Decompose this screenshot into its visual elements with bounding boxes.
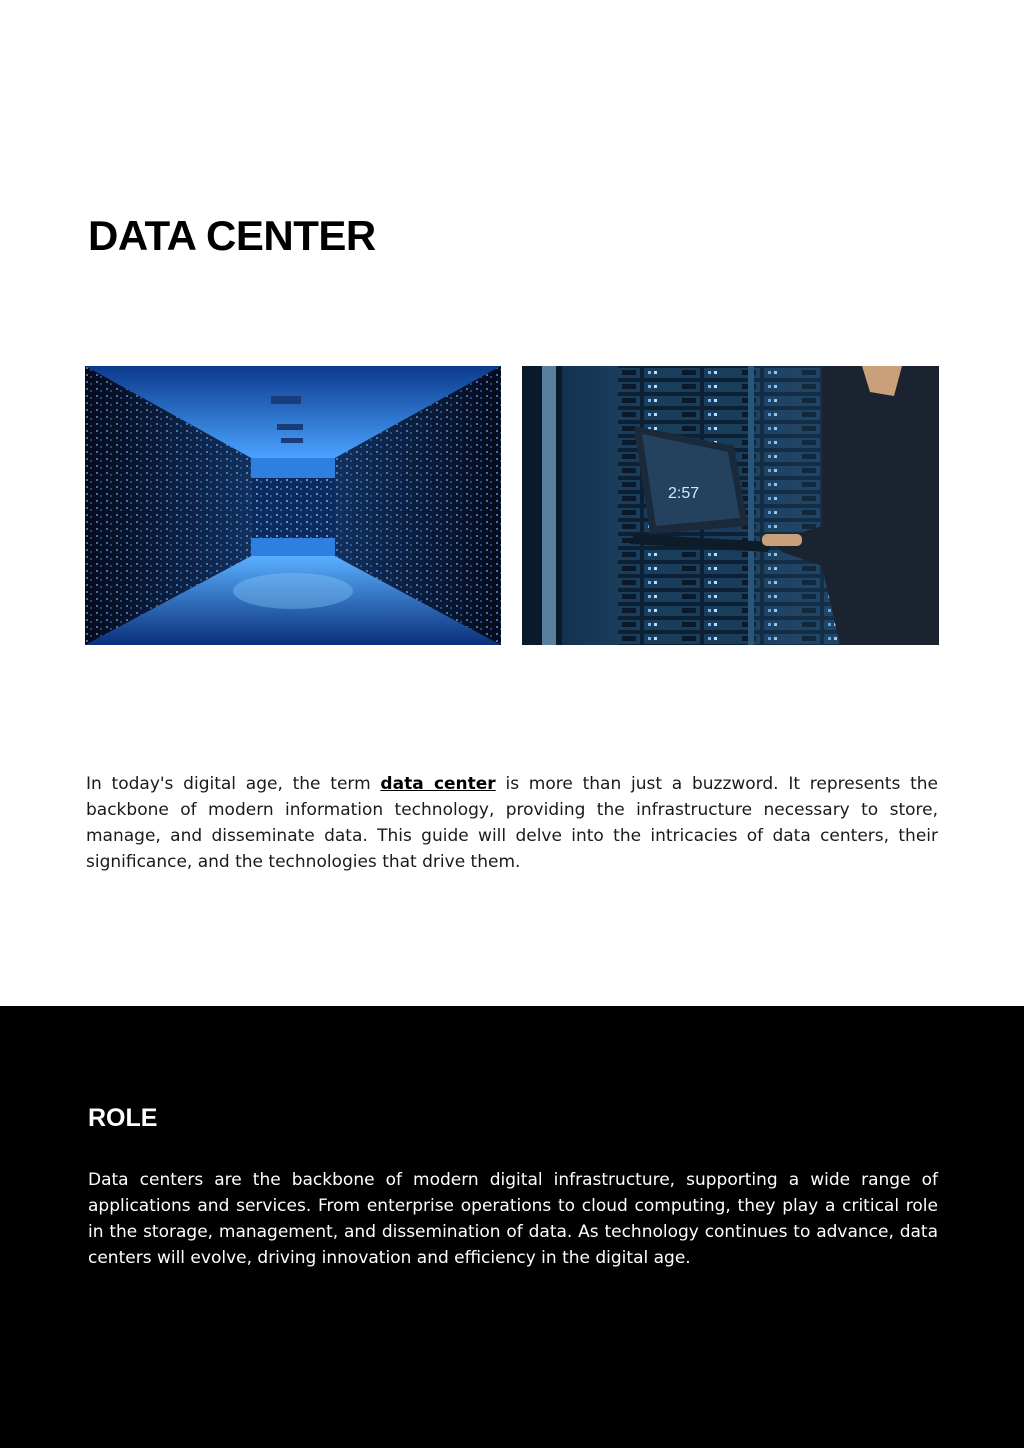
technician-rack-illustration [522, 366, 939, 645]
page-title: DATA CENTER [88, 212, 376, 259]
role-section [0, 1006, 1024, 1448]
role-paragraph: Data centers are the backbone of modern digital infrastructure, supporting a wide range of applications and services. From enterprise operations to cloud computing, they play a critical role in the storage, management, and dissemination of data. As technology continues to advance, data centers will evolve, driving innovation and efficiency in the digital age. [88, 1170, 938, 1268]
role-heading: ROLE [88, 1104, 158, 1132]
server-corridor-photo [85, 366, 501, 645]
technician-rack-photo [522, 366, 939, 645]
data-center-link[interactable]: data center [380, 774, 496, 794]
server-corridor-illustration [85, 366, 501, 645]
intro-text-before: In today's digital age, the term [86, 774, 381, 794]
intro-paragraph [86, 771, 938, 875]
intro-text-after: is more than just a buzzword. It represents the backbone of modern information technology, providing the infrastructure necessary to store, manage, and disseminate data. This guide will delve into the intricacies of data centers, their significance, and the technologies that drive them. [86, 774, 938, 872]
screen-clock-text: 2:57 [668, 485, 700, 502]
